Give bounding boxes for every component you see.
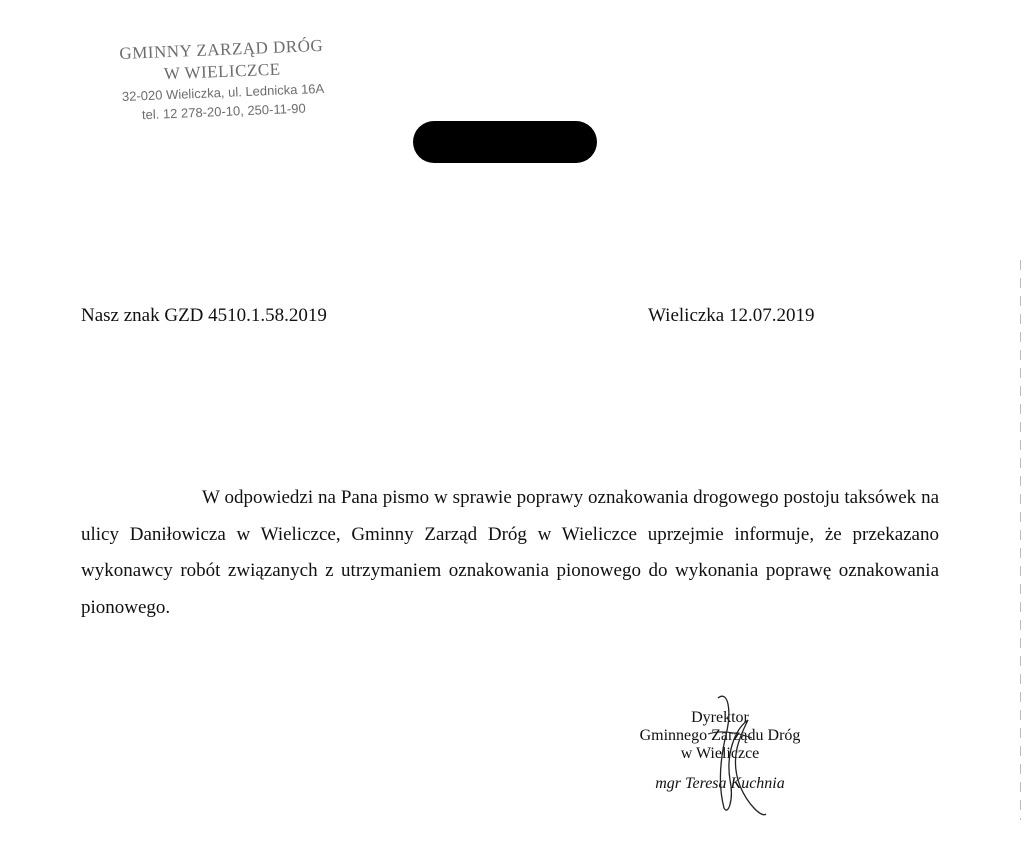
handwritten-signature xyxy=(690,690,780,820)
reference-number: Nasz znak GZD 4510.1.58.2019 xyxy=(81,305,327,326)
stamp-phone: tel. 12 278-20-10, 250-11-90 xyxy=(141,100,306,123)
place-and-date: Wieliczka 12.07.2019 xyxy=(648,305,815,326)
stamp-org-name: GMINNY ZARZĄD DRÓG xyxy=(119,35,324,64)
stamp-address: 32-020 Wieliczka, ul. Lednicka 16A xyxy=(121,80,325,104)
signatory-name: mgr Teresa Kuchnia xyxy=(655,775,785,792)
signatory-org-line1: Gminnego Zarządu Dróg xyxy=(639,727,801,744)
letter-body: W odpowiedzi na Pana pismo w sprawie poprawy oznakowania drogowego postoju taksówek na ulicy Daniłowicza w Wieliczce, Gminny Zarząd Dróg w Wieliczce uprzejmie informuje, że przekazano wykonawcy robót związanych z utrzymaniem oznakowania pionowego do wykonania poprawę oznakowania pionowego. xyxy=(81,487,939,618)
scan-edge-line xyxy=(1020,260,1021,820)
redacted-recipient xyxy=(413,121,597,163)
stamp-org-city: W WIELICZCE xyxy=(163,59,281,84)
organization-stamp xyxy=(96,34,349,126)
signatory-title: Dyrektor xyxy=(691,709,749,726)
signatory-org-line2: w Wieliczce xyxy=(680,745,760,762)
